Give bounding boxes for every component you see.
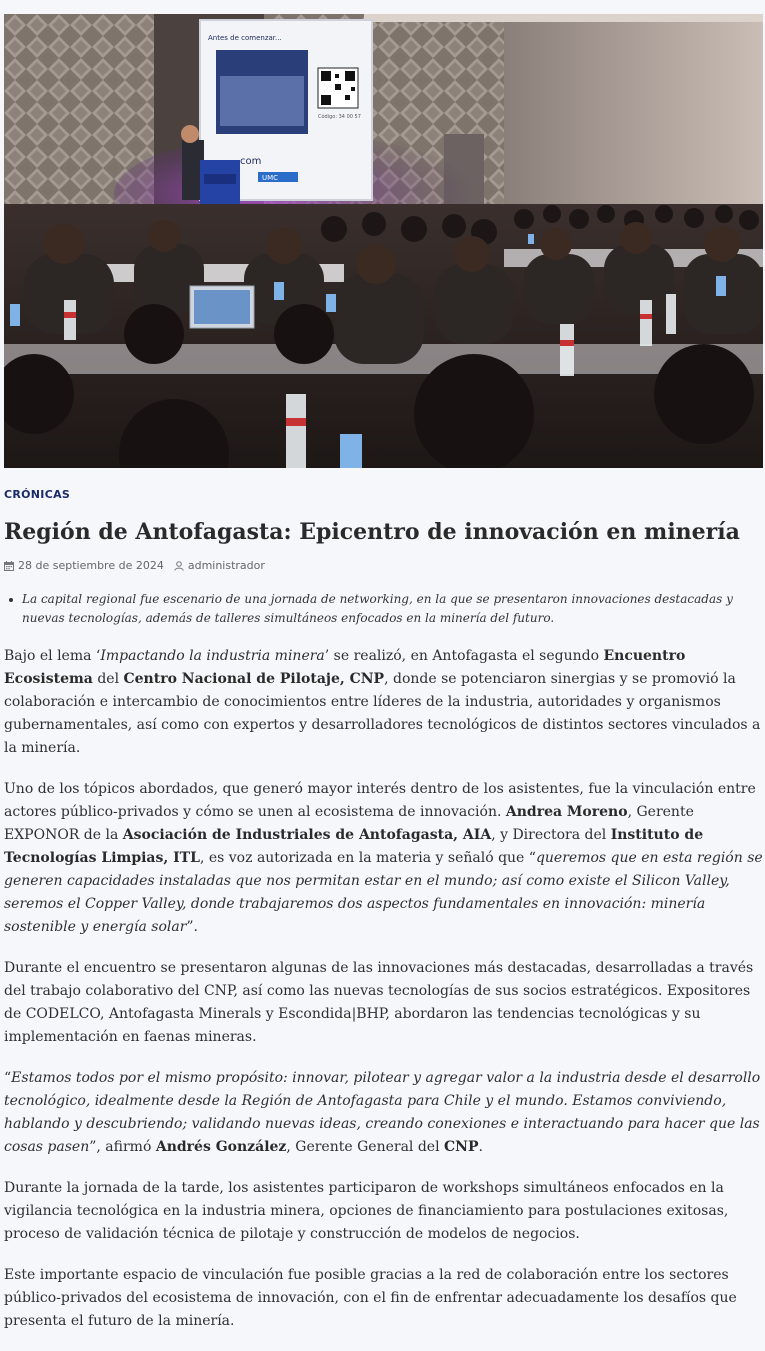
slide-footer-text: com	[240, 156, 262, 167]
qr-code	[318, 68, 358, 108]
paragraph-text: , y Directora del	[491, 827, 611, 843]
bold-text: Asociación de Industriales de Antofagasta, AIA	[122, 827, 492, 843]
paragraph-text: Durante la jornada de la tarde, los asistentes participaron de workshops simultáneos enfocados en la vigilancia tecnológica en la industria minera, opciones de financiamiento para postulaciones exitosas, proceso de validación técnica de pilotaje y construcción de modelos de negocios.	[4, 1180, 729, 1242]
article-date[interactable]	[4, 559, 164, 572]
bold-text: Encuentro Ecosistema	[4, 648, 686, 687]
article-paragraph	[4, 957, 763, 1049]
article-paragraph	[4, 1264, 763, 1333]
slide-code-text: Código: 34 00 57	[318, 114, 361, 120]
article-paragraph	[4, 778, 763, 939]
article-body	[4, 645, 763, 1351]
calendar-icon	[4, 561, 14, 571]
paragraph-text: Bajo el lema ‘	[4, 648, 101, 664]
paragraph-text: ”.	[186, 919, 198, 935]
user-icon	[174, 561, 184, 571]
bold-text: Andrea Moreno	[505, 804, 628, 820]
italic-text: Estamos todos por el mismo propósito: innovar, pilotear y agregar valor a la industria desde el desarrollo tecnológico, idealmente desde la Región de Antofagasta para Chile y el mundo. Estamos conviviendo, hablando y descubriendo; validando nuevas ideas, creando conexiones e interactuando para hacer que las cosas pasen	[4, 1070, 761, 1155]
slide-title-text: Antes de comenzar...	[208, 34, 282, 42]
bold-text: CNP	[444, 1139, 479, 1155]
italic-text: queremos que en esta región se generen capacidades instaladas que nos permitan estar en el mundo; así como existe el Silicon Valley, seremos el Copper Valley, donde trabajaremos dos aspectos fundamentales en innovación: minería sostenible y energía solar	[4, 850, 763, 935]
paragraph-text: .	[478, 1139, 483, 1155]
article-featured-image	[4, 14, 763, 468]
paragraph-text: ”, afirmó	[89, 1139, 156, 1155]
article-category[interactable]: CRÓNICAS	[4, 488, 71, 501]
paragraph-text: Uno de los tópicos abordados, que generó mayor interés dentro de los asistentes, fue la vinculación entre actores público-privados y cómo se unen al ecosistema de innovación.	[4, 781, 756, 820]
italic-text: Impactando la industria minera	[100, 648, 325, 664]
paragraph-text: “	[4, 1070, 12, 1086]
paragraph-text: ’ se realizó, en Antofagasta el segundo	[324, 648, 604, 664]
paragraph-text: del	[92, 671, 124, 687]
bold-text: Andrés González	[155, 1139, 287, 1155]
paragraph-text: Durante el encuentro se presentaron algunas de las innovaciones más destacadas, desarrolladas a través del trabajo colaborativo del CNP, así como las nuevas tecnologías de sus socios estratégicos. Expositores de CODELCO, Antofagasta Minerals y Escondida|BHP, abordaron las tendencias tecnológicas y su implementación en faenas mineras.	[4, 960, 754, 1045]
article-paragraph	[4, 1177, 763, 1246]
article-summary-list	[4, 590, 761, 628]
article-author[interactable]	[174, 559, 265, 572]
bold-text: Instituto de Tecnologías Limpias, ITL	[4, 827, 704, 866]
article-author-text: administrador	[187, 559, 265, 572]
paragraph-text: , Gerente EXPONOR de la	[4, 804, 694, 843]
article-title: Región de Antofagasta: Epicentro de innovación en minería	[4, 519, 740, 545]
paragraph-text: Este importante espacio de vinculación fue posible gracias a la red de colaboración entre los sectores público-privados del ecosistema de innovación, con el fin de enfrentar adecuadamente los desafíos que presenta el futuro de la minería.	[4, 1267, 737, 1329]
paragraph-text: , donde se potenciaron sinergias y se promovió la colaboración e intercambio de conocimientos entre líderes de la industria, autoridades y organismos gubernamentales, así como con expertos y desarrolladores tecnológicos de distintos sectores vinculados a la minería.	[4, 671, 761, 756]
article-paragraph	[4, 1067, 763, 1159]
paragraph-text: , es voz autorizada en la materia y señaló que “	[199, 850, 536, 866]
bold-text: Centro Nacional de Pilotaje, CNP	[123, 671, 385, 687]
article-date-text: 28 de septiembre de 2024	[18, 559, 164, 572]
article-meta	[4, 559, 275, 572]
article-paragraph	[4, 645, 763, 760]
conference-photo	[4, 14, 763, 468]
slide-banner-text: UMC	[262, 174, 279, 182]
paragraph-text: , Gerente General del	[286, 1139, 445, 1155]
article-summary-item: La capital regional fue escenario de una jornada de networking, en la que se presentaron innovaciones destacadas y nuevas tecnologías, además de talleres simultáneos enfocados en la minería del futuro.	[4, 590, 761, 628]
